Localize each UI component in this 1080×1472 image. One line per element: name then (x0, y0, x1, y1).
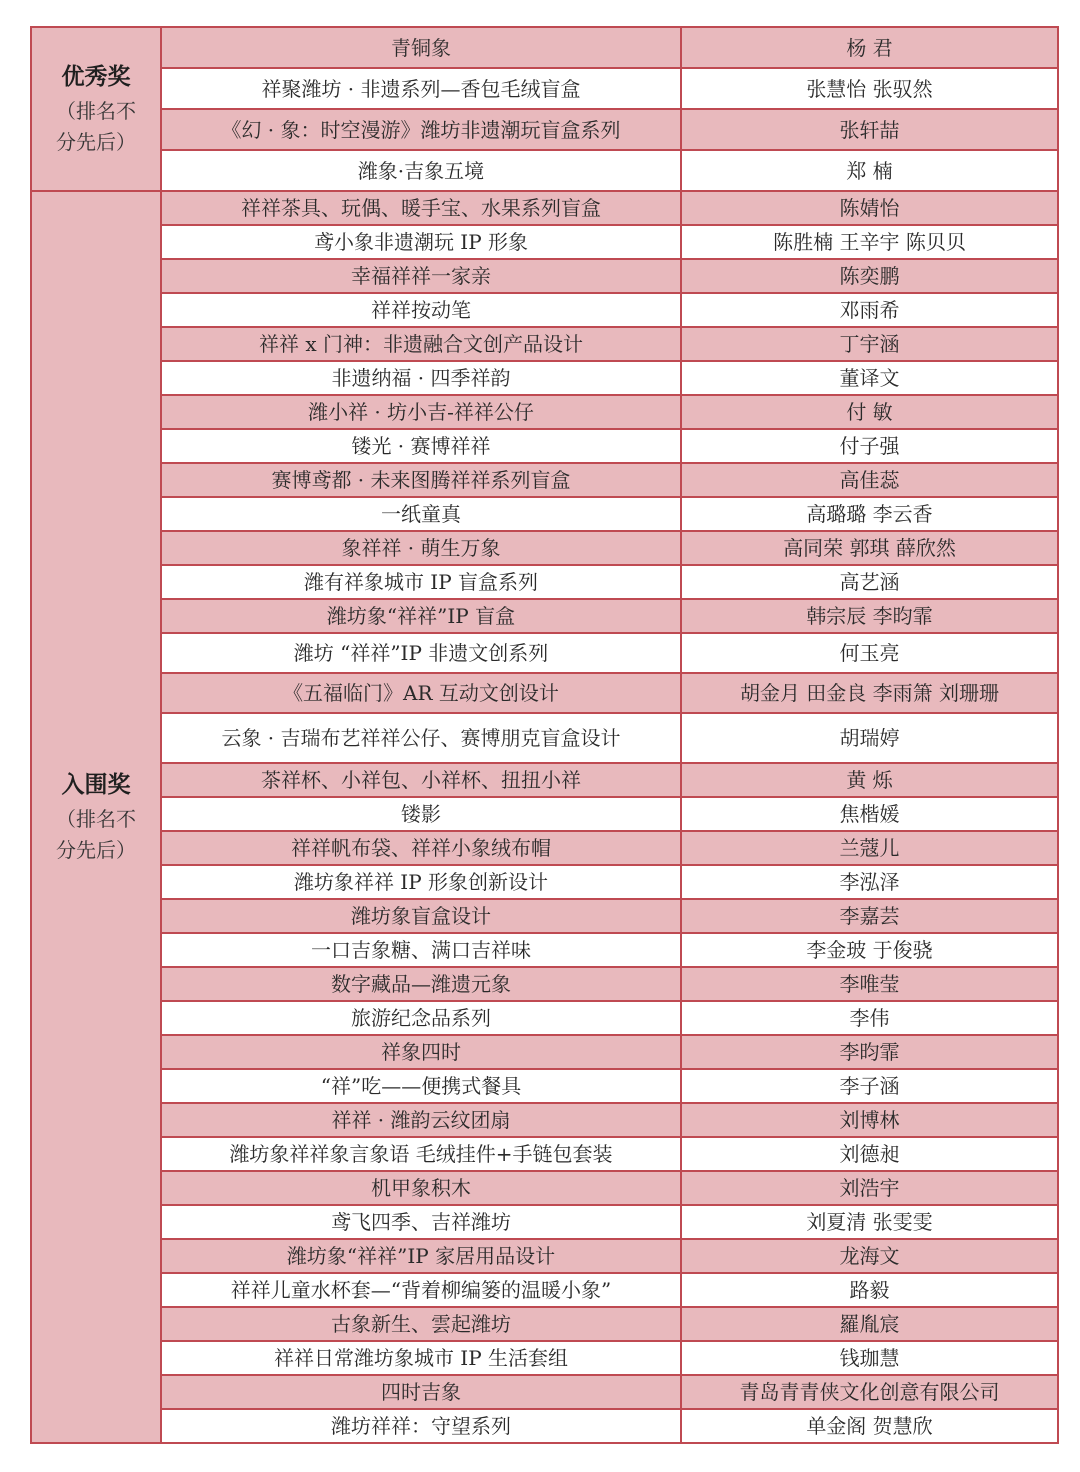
table-row (31, 191, 1058, 225)
author-cell: 张轩喆 (681, 109, 1058, 150)
award-list-body (31, 27, 1058, 1443)
table-row (31, 713, 1058, 763)
work-title-cell: 赛博鸢都 · 未来图腾祥祥系列盲盒 (161, 463, 681, 497)
table-row (31, 293, 1058, 327)
work-title-cell: 祥祥帆布袋、祥祥小象绒布帽 (161, 831, 681, 865)
table-row (31, 763, 1058, 797)
table-row (31, 68, 1058, 109)
table-row (31, 933, 1058, 967)
work-title-cell: 潍坊象盲盒设计 (161, 899, 681, 933)
author-cell: 韩宗辰 李昀霏 (681, 599, 1058, 633)
author-cell: 陈奕鹏 (681, 259, 1058, 293)
author-cell: 高同荣 郭琪 薛欣然 (681, 531, 1058, 565)
table-row (31, 225, 1058, 259)
excellent-award-note-line1: （排名不 (56, 98, 136, 123)
table-row (31, 1273, 1058, 1307)
table-row (31, 531, 1058, 565)
excellent-award-note-line2: 分先后） (56, 129, 136, 154)
table-row (31, 673, 1058, 713)
work-title-cell: 幸福祥祥一家亲 (161, 259, 681, 293)
work-title-cell: 青铜象 (161, 27, 681, 68)
table-row (31, 1341, 1058, 1375)
table-row (31, 150, 1058, 191)
finalist-award-category (31, 191, 161, 1443)
author-cell: 龙海文 (681, 1239, 1058, 1273)
work-title-cell: 潍小祥 · 坊小吉-祥祥公仔 (161, 395, 681, 429)
author-cell: 路毅 (681, 1273, 1058, 1307)
table-row (31, 1103, 1058, 1137)
author-cell: 丁宇涵 (681, 327, 1058, 361)
work-title-cell: 祥祥日常潍坊象城市 IP 生活套组 (161, 1341, 681, 1375)
work-title-cell: 潍象·吉象五境 (161, 150, 681, 191)
work-title-cell: 祥祥儿童水杯套—“背着柳编篓的温暖小象” (161, 1273, 681, 1307)
work-title-cell: 鸢小象非遗潮玩 IP 形象 (161, 225, 681, 259)
work-title-cell: 镂光 · 赛博祥祥 (161, 429, 681, 463)
author-cell: 单金阁 贺慧欣 (681, 1409, 1058, 1443)
author-cell: 杨 君 (681, 27, 1058, 68)
author-cell: 李昀霏 (681, 1035, 1058, 1069)
author-cell: 李伟 (681, 1001, 1058, 1035)
work-title-cell: 祥祥茶具、玩偶、暖手宝、水果系列盲盒 (161, 191, 681, 225)
table-row (31, 831, 1058, 865)
author-cell: 黄 烁 (681, 763, 1058, 797)
author-cell: 李嘉芸 (681, 899, 1058, 933)
table-row (31, 1001, 1058, 1035)
table-row (31, 865, 1058, 899)
table-row (31, 1171, 1058, 1205)
table-row (31, 463, 1058, 497)
author-cell: 高佳蕊 (681, 463, 1058, 497)
excellent-award-category (31, 27, 161, 191)
table-row (31, 1205, 1058, 1239)
author-cell: 李唯莹 (681, 967, 1058, 1001)
work-title-cell: 潍坊象“祥祥”IP 盲盒 (161, 599, 681, 633)
table-row (31, 1069, 1058, 1103)
table-row (31, 259, 1058, 293)
finalist-award-note-line2: 分先后） (56, 837, 136, 862)
table-row (31, 395, 1058, 429)
work-title-cell: 祥象四时 (161, 1035, 681, 1069)
work-title-cell: “祥”吃——便携式餐具 (161, 1069, 681, 1103)
author-cell: 刘德昶 (681, 1137, 1058, 1171)
author-cell: 刘博林 (681, 1103, 1058, 1137)
finalist-award-title: 入围奖 (61, 772, 131, 799)
author-cell: 兰蔻儿 (681, 831, 1058, 865)
author-cell: 高艺涵 (681, 565, 1058, 599)
work-title-cell: 《五福临门》AR 互动文创设计 (161, 673, 681, 713)
table-row (31, 633, 1058, 673)
author-cell: 董译文 (681, 361, 1058, 395)
table-row (31, 797, 1058, 831)
table-row (31, 899, 1058, 933)
work-title-cell: 云象 · 吉瑞布艺祥祥公仔、赛博朋克盲盒设计 (161, 713, 681, 763)
work-title-cell: 数字藏品—潍遗元象 (161, 967, 681, 1001)
work-title-cell: 祥祥 x 门神：非遗融合文创产品设计 (161, 327, 681, 361)
author-cell: 李金玻 于俊骁 (681, 933, 1058, 967)
author-cell: 何玉亮 (681, 633, 1058, 673)
table-row (31, 599, 1058, 633)
table-row (31, 497, 1058, 531)
author-cell: 李子涵 (681, 1069, 1058, 1103)
finalist-award-note-line1: （排名不 (56, 806, 136, 831)
table-row (31, 327, 1058, 361)
author-cell: 高璐璐 李云香 (681, 497, 1058, 531)
work-title-cell: 鸢飞四季、吉祥潍坊 (161, 1205, 681, 1239)
author-cell: 钱珈慧 (681, 1341, 1058, 1375)
work-title-cell: 古象新生、雲起潍坊 (161, 1307, 681, 1341)
author-cell: 胡瑞婷 (681, 713, 1058, 763)
author-cell: 李泓泽 (681, 865, 1058, 899)
table-row (31, 1307, 1058, 1341)
work-title-cell: 潍坊象祥祥象言象语 毛绒挂件+手链包套装 (161, 1137, 681, 1171)
work-title-cell: 象祥祥 · 萌生万象 (161, 531, 681, 565)
excellent-award-title: 优秀奖 (61, 64, 131, 91)
author-cell: 焦楷媛 (681, 797, 1058, 831)
work-title-cell: 非遗纳福 · 四季祥韵 (161, 361, 681, 395)
table-row (31, 967, 1058, 1001)
work-title-cell: 机甲象积木 (161, 1171, 681, 1205)
work-title-cell: 祥祥 · 潍韵云纹团扇 (161, 1103, 681, 1137)
work-title-cell: 一口吉象糖、满口吉祥味 (161, 933, 681, 967)
work-title-cell: 潍有祥象城市 IP 盲盒系列 (161, 565, 681, 599)
table-row (31, 1137, 1058, 1171)
award-list-table (30, 26, 1059, 1444)
author-cell: 陈婧怡 (681, 191, 1058, 225)
work-title-cell: 镂影 (161, 797, 681, 831)
table-row (31, 27, 1058, 68)
work-title-cell: 《幻 · 象：时空漫游》潍坊非遗潮玩盲盒系列 (161, 109, 681, 150)
author-cell: 付子强 (681, 429, 1058, 463)
work-title-cell: 潍坊 “祥祥”IP 非遗文创系列 (161, 633, 681, 673)
author-cell: 邓雨希 (681, 293, 1058, 327)
work-title-cell: 旅游纪念品系列 (161, 1001, 681, 1035)
table-row (31, 1239, 1058, 1273)
table-row (31, 1375, 1058, 1409)
work-title-cell: 茶祥杯、小祥包、小祥杯、扭扭小祥 (161, 763, 681, 797)
table-row (31, 109, 1058, 150)
author-cell: 陈胜楠 王辛宇 陈贝贝 (681, 225, 1058, 259)
author-cell: 青岛青青侠文化创意有限公司 (681, 1375, 1058, 1409)
work-title-cell: 潍坊象“祥祥”IP 家居用品设计 (161, 1239, 681, 1273)
author-cell: 付 敏 (681, 395, 1058, 429)
work-title-cell: 潍坊象祥祥 IP 形象创新设计 (161, 865, 681, 899)
table-row (31, 361, 1058, 395)
author-cell: 胡金月 田金良 李雨箫 刘珊珊 (681, 673, 1058, 713)
author-cell: 刘夏清 张雯雯 (681, 1205, 1058, 1239)
table-row (31, 1035, 1058, 1069)
work-title-cell: 潍坊祥祥：守望系列 (161, 1409, 681, 1443)
author-cell: 刘浩宇 (681, 1171, 1058, 1205)
table-row (31, 429, 1058, 463)
table-row (31, 1409, 1058, 1443)
work-title-cell: 四时吉象 (161, 1375, 681, 1409)
author-cell: 张慧怡 张驭然 (681, 68, 1058, 109)
author-cell: 郑 楠 (681, 150, 1058, 191)
work-title-cell: 祥聚潍坊 · 非遗系列—香包毛绒盲盒 (161, 68, 681, 109)
author-cell: 羅胤宸 (681, 1307, 1058, 1341)
work-title-cell: 一纸童真 (161, 497, 681, 531)
table-row (31, 565, 1058, 599)
work-title-cell: 祥祥按动笔 (161, 293, 681, 327)
